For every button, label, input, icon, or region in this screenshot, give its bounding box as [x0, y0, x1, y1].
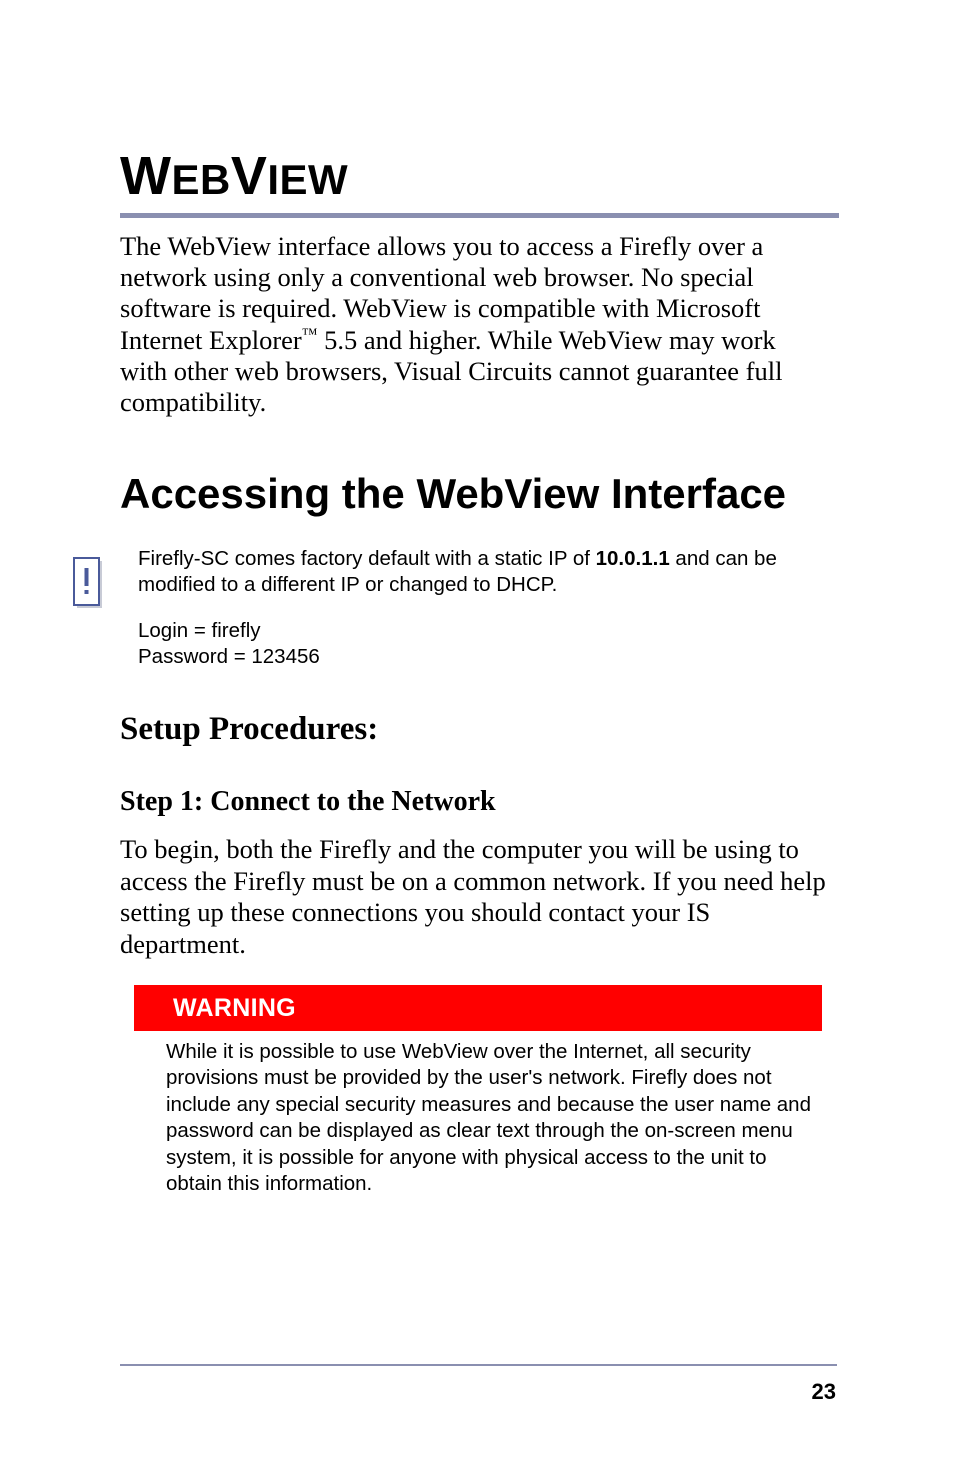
page-number: 23: [811, 1379, 836, 1404]
intro-paragraph: [120, 231, 810, 418]
step1-paragraph: To begin, both the Firefly and the computer you will be using to access the Firefly must be on a common network. If you need help setting up these connections you should contact your IS department.: [120, 834, 826, 959]
setup-procedures-heading: Setup Procedures:: [120, 711, 379, 747]
intro-text-part1: The WebView interface allows you to access a Firefly over a network using only a conventional web browser. No special software is required. WebView is compatible with Microsoft Internet Explorer: [120, 231, 764, 355]
chapter-title-cap-v: V: [230, 146, 268, 206]
password-line: Password = 123456: [138, 645, 320, 668]
trademark-symbol: ™: [301, 325, 318, 343]
chapter-title-cap-w: W: [120, 146, 172, 206]
login-line: Login = firefly: [138, 619, 261, 642]
footer-divider: [120, 1364, 837, 1366]
default-ip-address: 10.0.1.1: [595, 547, 670, 570]
credentials-block: [138, 618, 538, 670]
intro-text-part2: 5.5 and higher. While WebView may work with other web browsers, Visual Circuits cannot guarantee full compatibility.: [120, 324, 783, 418]
warning-banner: [134, 985, 822, 1031]
ip-note: [138, 546, 838, 598]
chapter-title-rest-iew: IEW: [267, 156, 349, 203]
chapter-title-rest-eb: EB: [171, 156, 231, 203]
section-heading: Accessing the WebView Interface: [120, 470, 787, 517]
warning-text: While it is possible to use WebView over the Internet, all security provisions must be provided by the user's network. Firefly does not include any special security measures and because the user name and password can be displayed as clear text through the on-screen menu system, it is possible for anyone with physical access to the unit to obtain this information.: [166, 1040, 811, 1196]
step1-heading: Step 1: Connect to the Network: [120, 786, 496, 817]
chapter-title: [120, 140, 348, 216]
ip-note-text-part2: and can be modified to a different IP or changed to DHCP.: [138, 547, 777, 596]
warning-label: WARNING: [173, 994, 296, 1022]
exclamation-note-icon: [73, 557, 103, 609]
title-divider: [120, 213, 839, 218]
ip-note-text-part1: Firefly-SC comes factory default with a static IP of: [138, 547, 596, 570]
